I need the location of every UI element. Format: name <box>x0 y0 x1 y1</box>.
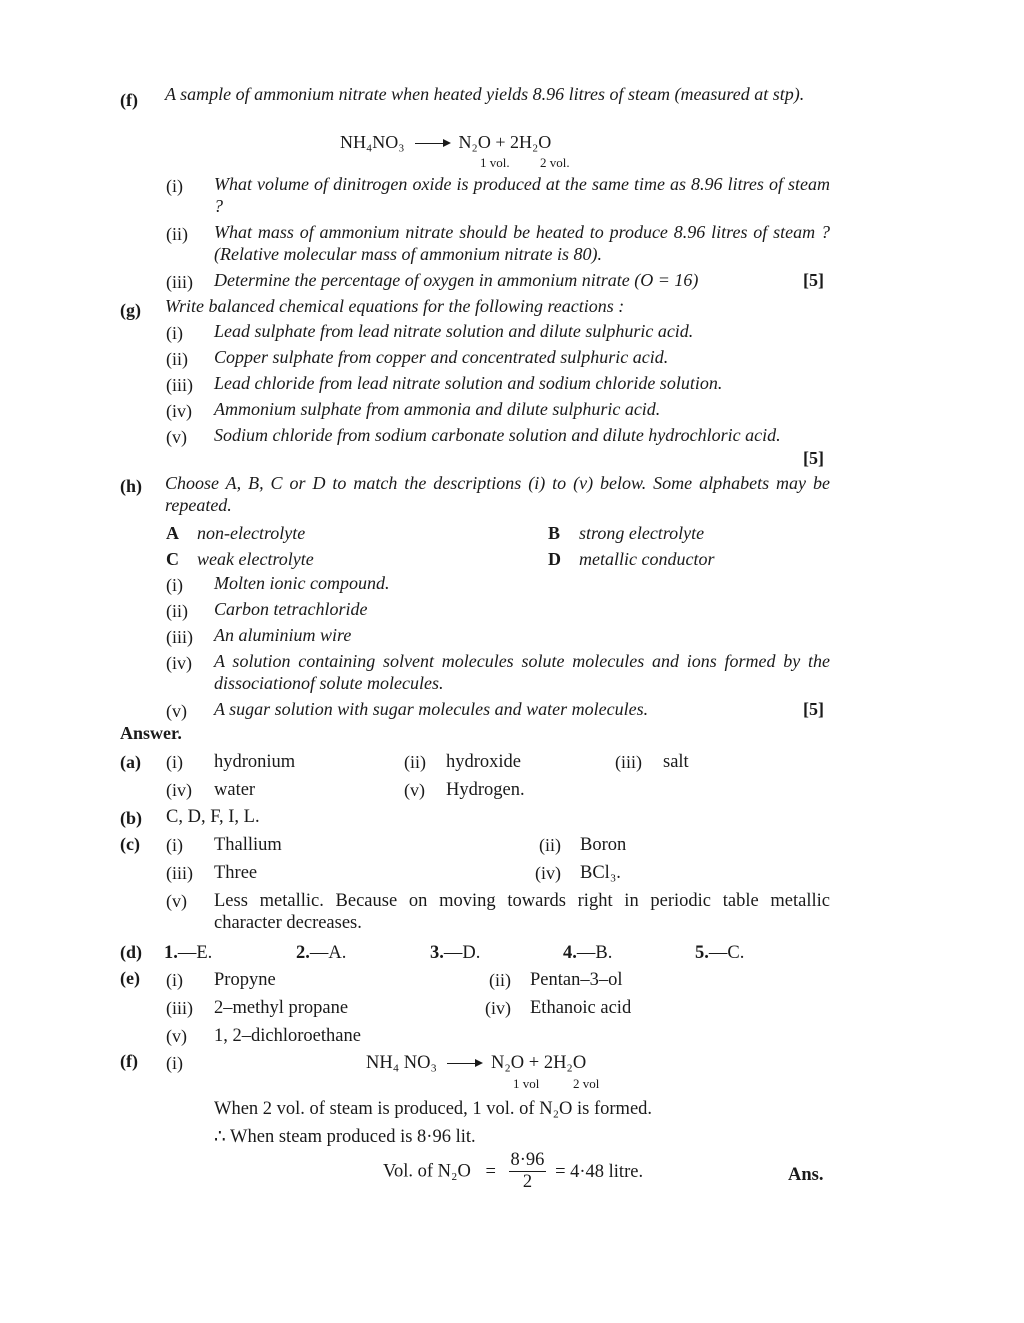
answer-f-equation <box>366 1053 586 1074</box>
question-h-part-text: An aluminium wire <box>214 625 352 645</box>
answer-c-num: (iv) <box>535 863 561 883</box>
option-key: A <box>166 523 179 543</box>
question-h-marks: [5] <box>803 699 824 719</box>
answer-c-num: (ii) <box>539 835 561 855</box>
question-f-part-text: Determine the percentage of oxygen in ammonium nitrate (O = 16) <box>214 270 699 290</box>
option-text: metallic conductor <box>579 549 715 569</box>
answer-d-item: 3.—D. <box>430 943 481 963</box>
question-f-vol2: 2 vol. <box>540 155 570 170</box>
answer-c-num: (i) <box>166 835 183 855</box>
question-g-part-num: (iv) <box>166 401 192 421</box>
question-g-part-num: (v) <box>166 427 187 447</box>
answer-a-label: (a) <box>120 752 141 772</box>
option-key: B <box>548 523 561 543</box>
answer-e-text: Ethanoic acid <box>530 998 632 1018</box>
answer-e-num: (ii) <box>489 970 511 990</box>
answer-f-ans: Ans. <box>788 1165 824 1185</box>
answer-f-num: (i) <box>166 1053 183 1073</box>
question-h-part-num: (iii) <box>166 627 193 647</box>
question-g-label: (g) <box>120 300 141 320</box>
question-h-part-num: (iv) <box>166 653 192 673</box>
answer-e-text: 1, 2–dichloroethane <box>214 1026 361 1046</box>
question-f-vol1: 1 vol. <box>480 155 510 170</box>
answer-d-item: 4.—B. <box>563 943 613 963</box>
question-h-part-num: (ii) <box>166 601 188 621</box>
equation-right: N₂O + 2H₂O <box>490 1053 587 1073</box>
arrow-icon <box>447 1063 481 1064</box>
calc-numerator: 8·96 <box>510 1150 545 1170</box>
answer-c-text: Boron <box>580 835 627 855</box>
answer-a-text: Hydrogen. <box>446 780 525 800</box>
answer-a-num: (ii) <box>404 752 426 772</box>
question-h-part-text: Carbon tetrachloride <box>214 599 368 619</box>
answer-c-label: (c) <box>120 834 140 854</box>
question-g-part-text: Lead chloride from lead nitrate solution and sodium chloride solution. <box>214 373 723 393</box>
question-g-part-num: (ii) <box>166 349 188 369</box>
answer-a-num: (v) <box>404 780 425 800</box>
question-h-part-text: A solution containing solvent molecules solute molecules and ions formed by the dissociationof solute molecules. <box>214 651 830 693</box>
equation-left: NH₄NO₃ <box>340 132 405 152</box>
answer-e-num: (iv) <box>485 998 511 1018</box>
question-f-label: (f) <box>120 90 138 110</box>
question-f-part-num: (i) <box>166 176 183 196</box>
answer-f-calc <box>383 1150 643 1193</box>
question-g-stem: Write balanced chemical equations for the following reactions : <box>165 296 625 316</box>
calc-fraction <box>509 1150 547 1193</box>
answer-c-text: Less metallic. Because on moving towards right in periodic table metallic character decreases. <box>214 891 830 933</box>
calc-eq: = <box>485 1161 496 1182</box>
answer-c-num: (v) <box>166 891 187 911</box>
question-g-part-text: Sodium chloride from sodium carbonate solution and dilute hydrochloric acid. <box>214 425 781 445</box>
answer-c-num: (iii) <box>166 863 193 883</box>
question-f-part-text: What mass of ammonium nitrate should be heated to produce 8.96 litres of steam ? (Relative molecular mass of ammonium nitrate is 80). <box>214 222 830 264</box>
equation-right: N₂O + 2H₂O <box>458 132 552 152</box>
answer-c-text: Thallium <box>214 835 282 855</box>
answer-e-text: 2–methyl propane <box>214 998 349 1018</box>
question-h-part-num: (i) <box>166 575 183 595</box>
answer-f-vol2: 2 vol <box>573 1076 600 1091</box>
answer-a-num: (i) <box>166 752 183 772</box>
question-f-part-num: (iii) <box>166 272 193 292</box>
answer-a-text: hydronium <box>214 752 296 772</box>
question-g-part-num: (i) <box>166 323 183 343</box>
question-h-stem: Choose A, B, C or D to match the descriptions (i) to (v) below. Some alphabets may be repeated. <box>165 473 830 515</box>
answer-f-line2: ∴ When steam produced is 8·96 lit. <box>214 1127 476 1147</box>
question-g-part-text: Lead sulphate from lead nitrate solution and dilute sulphuric acid. <box>214 321 694 341</box>
question-f-part-num: (ii) <box>166 224 188 244</box>
answer-e-num: (iii) <box>166 998 193 1018</box>
option-key: C <box>166 549 179 569</box>
question-g-part-num: (iii) <box>166 375 193 395</box>
question-h-part-num: (v) <box>166 701 187 721</box>
calc-lhs: Vol. of N₂O <box>383 1161 471 1182</box>
answer-c-text: Three <box>214 863 258 883</box>
question-f-marks: [5] <box>803 270 824 290</box>
question-f-part-text: What volume of dinitrogen oxide is produced at the same time as 8.96 litres of steam ? <box>214 174 830 216</box>
option-text: strong electrolyte <box>579 523 705 543</box>
question-f-stem: A sample of ammonium nitrate when heated yields 8.96 litres of steam (measured at stp). <box>165 84 805 104</box>
answer-e-label: (e) <box>120 968 140 988</box>
calc-rhs: = 4·48 litre. <box>555 1161 644 1182</box>
question-f-equation <box>340 132 551 153</box>
answer-b-label: (b) <box>120 808 142 828</box>
answer-a-text: salt <box>663 752 689 772</box>
question-h-part-text: A sugar solution with sugar molecules and water molecules. <box>214 699 649 719</box>
answer-e-num: (v) <box>166 1026 187 1046</box>
question-g-marks: [5] <box>803 448 824 468</box>
answer-b-text: C, D, F, I, L. <box>166 807 260 827</box>
answer-a-num: (iii) <box>615 752 642 772</box>
answer-a-text: water <box>214 780 256 800</box>
answer-d-label: (d) <box>120 942 142 962</box>
question-h-part-text: Molten ionic compound. <box>214 573 390 593</box>
answer-f-vol1: 1 vol <box>513 1076 540 1091</box>
answer-d-item: 2.—A. <box>296 943 347 963</box>
answer-e-text: Pentan–3–ol <box>530 970 623 990</box>
equation-left: NH₄ NO₃ <box>366 1053 437 1073</box>
answer-e-text: Propyne <box>214 970 276 990</box>
answer-d-item: 5.—C. <box>695 943 745 963</box>
answer-heading: Answer. <box>120 723 182 743</box>
option-text: weak electrolyte <box>197 549 314 569</box>
question-g-part-text: Copper sulphate from copper and concentrated sulphuric acid. <box>214 347 669 367</box>
option-text: non-electrolyte <box>197 523 306 543</box>
question-h-label: (h) <box>120 476 142 496</box>
answer-c-text: BCl₃. <box>580 863 621 883</box>
answer-a-text: hydroxide <box>446 752 522 772</box>
option-key: D <box>548 549 561 569</box>
answer-e-num: (i) <box>166 970 183 990</box>
answer-d-item: 1.—E. <box>164 943 213 963</box>
answer-f-label: (f) <box>120 1051 138 1071</box>
arrow-icon <box>415 143 449 144</box>
answer-f-line1: When 2 vol. of steam is produced, 1 vol. of N₂O is formed. <box>214 1099 653 1119</box>
answer-a-num: (iv) <box>166 780 192 800</box>
calc-denominator: 2 <box>522 1172 533 1192</box>
question-g-part-text: Ammonium sulphate from ammonia and dilute sulphuric acid. <box>214 399 661 419</box>
